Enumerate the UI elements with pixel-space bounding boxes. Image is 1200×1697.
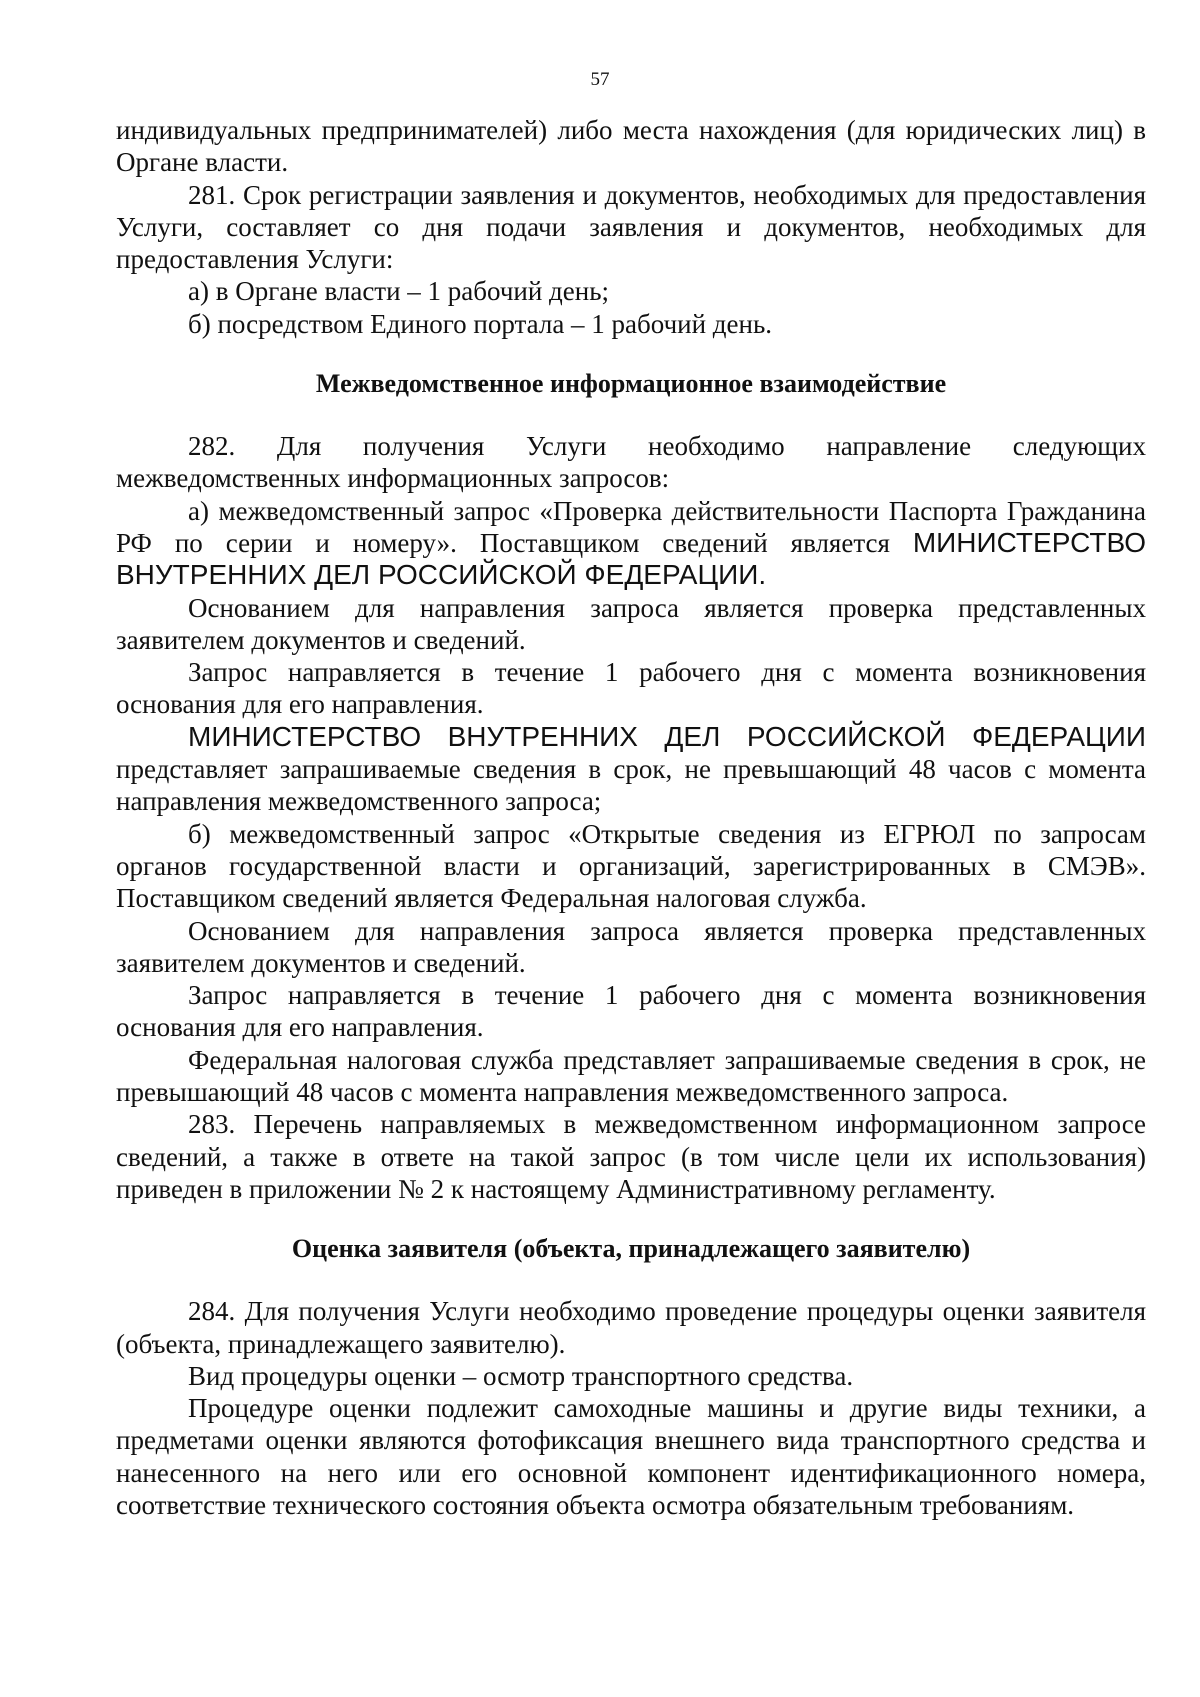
paragraph (116, 1360, 1146, 1392)
paragraph (116, 592, 1146, 657)
paragraph (116, 430, 1146, 495)
paragraph-text: 283. Перечень направляемых в межведомственном информационном запросе сведений, а также в ответе на такой запрос (в том числе цели их использования) приведен в приложении № 2 к настоящему Административному регламенту. (116, 1109, 1146, 1204)
paragraph-text: представляет запрашиваемые сведения в срок, не превышающий 48 часов с момента направления межведомственного запроса; (116, 754, 1146, 817)
spacer (116, 400, 1146, 430)
paragraph (116, 1295, 1146, 1360)
section-heading: Межведомственное информационное взаимодействие (315, 369, 947, 399)
paragraph (116, 114, 1146, 179)
paragraph-text: Запрос направляется в течение 1 рабочего дня с момента возникновения основания для его направления. (116, 980, 1146, 1043)
paragraph-text: Процедуре оценки подлежит самоходные машины и другие виды техники, а предметами оценки являются фотофиксация внешнего вида транспортного средства и нанесенного на него или его основной компонент идентификационного номера, соответствие технического состояния объекта осмотра обязательным требованиям. (116, 1393, 1146, 1520)
paragraph (116, 915, 1146, 980)
paragraph-text: Федеральная налоговая служба представляет запрашиваемые сведения в срок, не превышающий 48 часов с момента направления межведомственного запроса. (116, 1044, 1146, 1108)
paragraph (116, 979, 1146, 1044)
document-body (116, 114, 1146, 1521)
paragraph-text: Основанием для направления запроса является проверка представленных заявителем документов и сведений. (116, 915, 1146, 978)
paragraph (116, 1392, 1146, 1521)
paragraph-text: индивидуальных предпринимателей) либо места нахождения (для юридических лиц) в Органе власти. (116, 115, 1146, 178)
paragraph (116, 818, 1146, 915)
spacer (116, 340, 1146, 368)
paragraph-text: б) межведомственный запрос «Открытые сведения из ЕГРЮЛ по запросам органов государственной власти и организаций, зарегистрированных в СМЭВ». Поставщиком сведений является Федеральная налоговая служба. (116, 818, 1146, 914)
paragraph (116, 308, 1146, 340)
paragraph (116, 275, 1146, 307)
paragraph (116, 656, 1146, 721)
agency-name: МИНИСТЕРСТВО ВНУТРЕННИХ ДЕЛ РОССИЙСКОЙ ФЕДЕРАЦИИ. (116, 526, 1146, 591)
paragraph-text: б) посредством Единого портала – 1 рабочий день. (188, 308, 773, 339)
spacer (116, 1265, 1146, 1295)
agency-name: МИНИСТЕРСТВО ВНУТРЕННИХ ДЕЛ РОССИЙСКОЙ ФЕДЕРАЦИИ (188, 720, 1146, 752)
paragraph-text: Основанием для направления запроса является проверка представленных заявителем документов и сведений. (116, 592, 1146, 655)
paragraph (116, 1108, 1146, 1205)
paragraph-text: 281. Срок регистрации заявления и документов, необходимых для предоставления Услуги, составляет со дня подачи заявления и документов, необходимых для предоставления Услуги: (116, 179, 1146, 275)
paragraph-text: Запрос направляется в течение 1 рабочего дня с момента возникновения основания для его направления. (116, 657, 1146, 720)
paragraph (116, 495, 1146, 592)
page-number: 57 (590, 69, 610, 90)
paragraph-text: 282. Для получения Услуги необходимо направление следующих межведомственных информационных запросов: (116, 431, 1146, 494)
paragraph-text: а) межведомственный запрос «Проверка действительности Паспорта Гражданина РФ по серии и номеру». Поставщиком сведений является (116, 495, 1146, 558)
section-heading: Оценка заявителя (объекта, принадлежащего заявителю) (291, 1234, 971, 1264)
paragraph-text: 284. Для получения Услуги необходимо проведение процедуры оценки заявителя (объекта, принадлежащего заявителю). (116, 1296, 1146, 1359)
paragraph-text: Вид процедуры оценки – осмотр транспортного средства. (188, 1360, 854, 1391)
paragraph (116, 721, 1146, 818)
paragraph (116, 179, 1146, 276)
paragraph (116, 1044, 1146, 1109)
spacer (116, 1205, 1146, 1233)
paragraph-text: а) в Органе власти – 1 рабочий день; (188, 276, 610, 307)
